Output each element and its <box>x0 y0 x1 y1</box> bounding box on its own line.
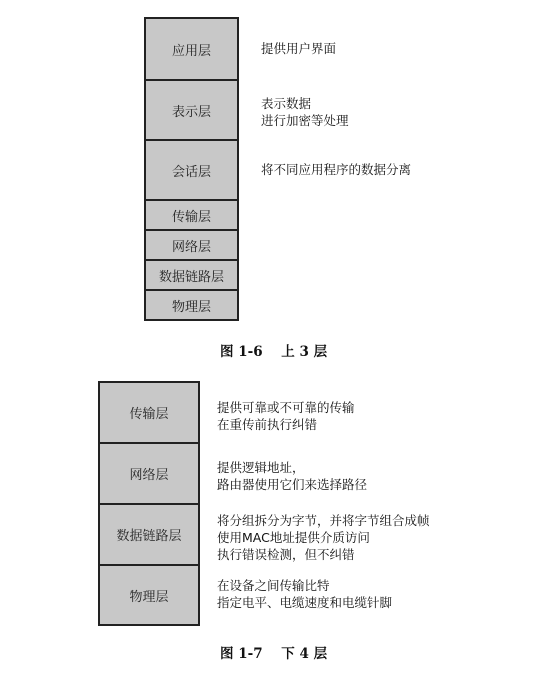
layer-physical <box>98 564 200 626</box>
layer-label: 物理层 <box>171 299 211 315</box>
layer-label: 网络层 <box>171 239 211 255</box>
layer-application <box>144 17 239 81</box>
description-line: 将不同应用程序的数据分离 <box>261 162 412 177</box>
description-presentation <box>261 95 349 129</box>
description-line: 表示数据 <box>261 96 312 111</box>
description-line: 指定电平、电缆速度和电缆针脚 <box>217 595 393 610</box>
figure-caption <box>220 340 327 360</box>
layer-data-link <box>144 259 239 291</box>
layer-label: 数据链路层 <box>158 269 224 285</box>
layer-label: 会话层 <box>171 164 211 180</box>
layer-presentation <box>144 79 239 141</box>
description-line: 执行错误检测，但不纠错 <box>217 547 355 562</box>
layer-data-link <box>98 503 200 566</box>
layer-physical <box>144 289 239 321</box>
layer-label: 应用层 <box>171 43 211 59</box>
description-line: 在设备之间传输比特 <box>217 578 330 593</box>
description-network <box>217 459 367 493</box>
layer-label: 物理层 <box>129 589 169 605</box>
description-line: 路由器使用它们来选择路径 <box>217 477 368 492</box>
caption-number: 图 1-6 <box>220 344 263 360</box>
layer-transport <box>144 199 239 231</box>
description-line: 提供逻辑地址， <box>217 460 305 475</box>
description-line: 在重传前执行纠错 <box>217 417 318 432</box>
description-line: 使用MAC地址提供介质访问 <box>217 530 370 545</box>
description-physical <box>217 577 392 611</box>
description-application <box>261 40 336 57</box>
layer-transport <box>98 381 200 444</box>
caption-text: 上 3 层 <box>281 344 328 360</box>
description-data-link <box>217 512 430 563</box>
layer-label: 传输层 <box>129 407 169 422</box>
layer-label: 表示层 <box>171 104 211 120</box>
description-session <box>261 161 411 178</box>
layer-label: 数据链路层 <box>116 529 182 544</box>
description-line: 提供可靠或不可靠的传输 <box>217 400 355 415</box>
layer-network <box>98 442 200 505</box>
description-transport <box>217 399 355 433</box>
layer-label: 网络层 <box>129 468 169 483</box>
layer-label: 传输层 <box>171 209 211 225</box>
caption-text: 下 4 层 <box>281 646 328 662</box>
caption-number: 图 1-7 <box>220 646 263 662</box>
figure-caption <box>220 642 327 662</box>
description-line: 将分组拆分为字节，并将字节组合成帧 <box>217 513 430 528</box>
layer-session <box>144 139 239 201</box>
layer-network <box>144 229 239 261</box>
description-line: 提供用户界面 <box>261 41 337 56</box>
description-line: 进行加密等处理 <box>261 113 349 128</box>
